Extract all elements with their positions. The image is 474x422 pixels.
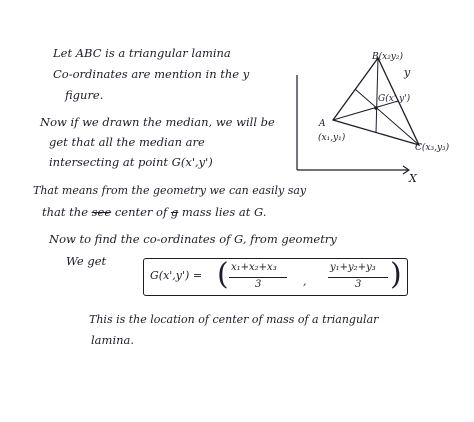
text-line-11: This is the location of center of mass of a triangular [89,313,379,326]
text-line-8-part-3: mass lies at G. [178,205,267,219]
text-line-10: We get [66,254,107,268]
formula-num-y: y₁+y₂+y₃ [330,262,376,273]
label-a: A [319,119,326,129]
centroid-point [374,106,378,110]
formula-frac-line-y [328,277,388,278]
text-line-5: get that all the median are [49,135,205,149]
text-line-2: Co-ordinates are mention in the y [53,67,250,81]
struck-word: see [91,205,112,219]
label-b: B(x₂y₂) [372,52,404,62]
text-line-6: intersecting at point G(x',y') [49,155,213,169]
text-line-8 [42,206,266,219]
formula-right-paren: ) [390,257,402,292]
label-c: C(x₃,y₃) [415,143,450,153]
formula-num-x: x₁+x₂+x₃ [231,262,277,273]
formula-lhs: G(x',y') = [150,269,203,282]
formula-comma: , [303,275,307,288]
text-line-8-part-1: that the [42,205,92,219]
text-line-7: That means from the geometry we can easily say [33,184,307,197]
text-line-1: Let ABC is a triangular lamina [53,46,231,60]
text-line-8-part-2: center of [111,205,171,219]
text-line-4: Now if we drawn the median, we will be [40,115,275,129]
formula-left-paren: ( [217,257,229,292]
text-line-3: figure. [65,88,104,102]
struck-letter: g [170,205,179,219]
formula-frac-line-x [229,277,287,278]
label-a-coord: (x₁,y₁) [318,133,346,143]
figure-y-label: y [404,66,411,79]
text-line-9: Now to find the co-ordinates of G, from geometry [49,232,337,246]
formula-den-x: 3 [255,279,262,290]
figure-x-label: X [409,172,417,185]
label-g: G(x',y') [378,94,411,104]
text-line-12: lamina. [91,333,135,347]
formula-den-y: 3 [355,279,362,290]
